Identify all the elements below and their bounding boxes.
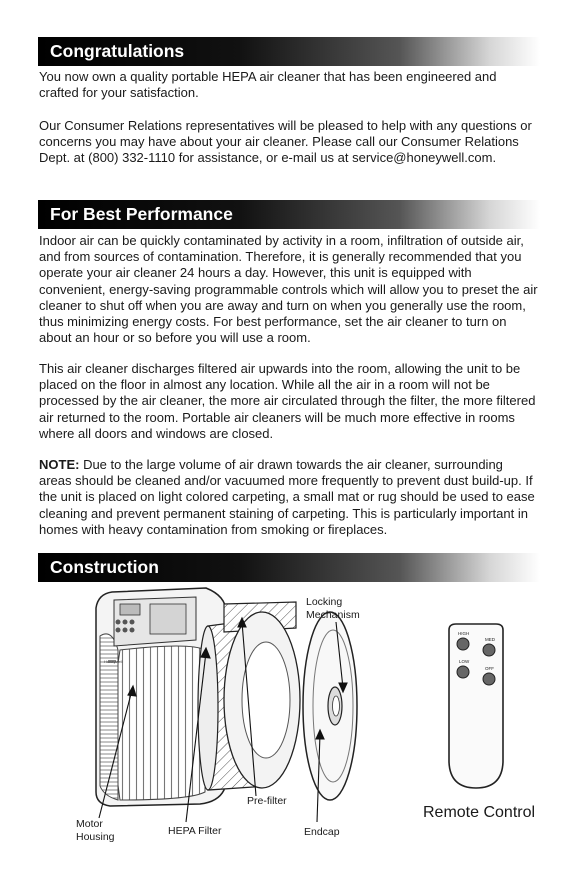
locking-label-line-1: Locking	[306, 596, 343, 608]
note-label: NOTE:	[39, 457, 80, 472]
remote-label-off: OFF	[485, 666, 494, 671]
remote-button-low[interactable]	[457, 666, 469, 678]
performance-heading: For Best Performance	[50, 204, 233, 224]
performance-paragraph-1: Indoor air can be quickly contaminated by activity in a room, infiltration of outside air, and from sources of contamination. Therefore, it is generally recommended that you operate your air cleaner 24 hours a day. However, this unit is equipped with convenient, energy-saving programmable controls which will allow you to preset the air cleaner to shut off when you are away and turn on when you generally use the room, thus minimizing energy costs. For best performance, set the air cleaner to turn on about an hour or so before you will use a room.	[39, 233, 538, 346]
remote-button-med[interactable]	[483, 644, 495, 656]
remote-label-med: MED	[485, 637, 495, 642]
remote-label-low: LOW	[459, 659, 470, 664]
remote-control-label: Remote Control	[423, 804, 536, 821]
locking-mechanism-label	[306, 596, 360, 622]
motor-label-line-1: Motor	[76, 818, 103, 830]
prefilter-label: Pre-filter	[247, 795, 287, 807]
brand-mark: Honeywell	[104, 659, 123, 664]
remote-button-off[interactable]	[483, 673, 495, 685]
hepa-filter-shape	[198, 602, 300, 790]
congratulations-heading: Congratulations	[50, 41, 185, 61]
construction-heading: Construction	[50, 557, 159, 577]
remote-control-shape	[444, 622, 508, 790]
performance-paragraph-2: This air cleaner discharges filtered air upwards into the room, allowing the unit to be placed on the floor in almost any location. While all the air in a room will not be processed by the air cleaner, the more air circulated through the filter, the more filtered air returned to the room. Portable air cleaners will be much more effective in rooms where all doors and windows are closed.	[39, 361, 536, 441]
motor-housing-label	[76, 818, 115, 844]
motor-label-line-2: Housing	[76, 831, 115, 843]
congratulations-paragraph-1: You now own a quality portable HEPA air cleaner that has been engineered and crafted for your satisfaction.	[39, 69, 497, 101]
hepa-filter-label: HEPA Filter	[168, 825, 222, 837]
svg-text:.: .	[328, 773, 329, 777]
locking-label-line-2: Mechanism	[306, 609, 360, 621]
note-text: Due to the large volume of air drawn towards the air cleaner, surrounding areas should be cleaned and/or vacuumed more frequently to prevent dust build-up. If the unit is placed on light colored carpeting, a small mat or rug should be used to ease cleaning and prevent permanent staining of carpeting. This is particularly important in homes with heavy contamination from smoking or fireplaces.	[39, 457, 535, 537]
endcap-label: Endcap	[304, 826, 340, 838]
endcap-shape	[303, 612, 357, 800]
remote-label-high: HIGH	[458, 631, 470, 636]
congratulations-paragraph-2: Our Consumer Relations representatives will be pleased to help with any questions or concerns you may have about your air cleaner. Please call our Consumer Relations Dept. at (800) 332-1110 for assistance, or e-mail us at service@honeywell.com.	[39, 118, 532, 166]
remote-button-high[interactable]	[457, 638, 469, 650]
